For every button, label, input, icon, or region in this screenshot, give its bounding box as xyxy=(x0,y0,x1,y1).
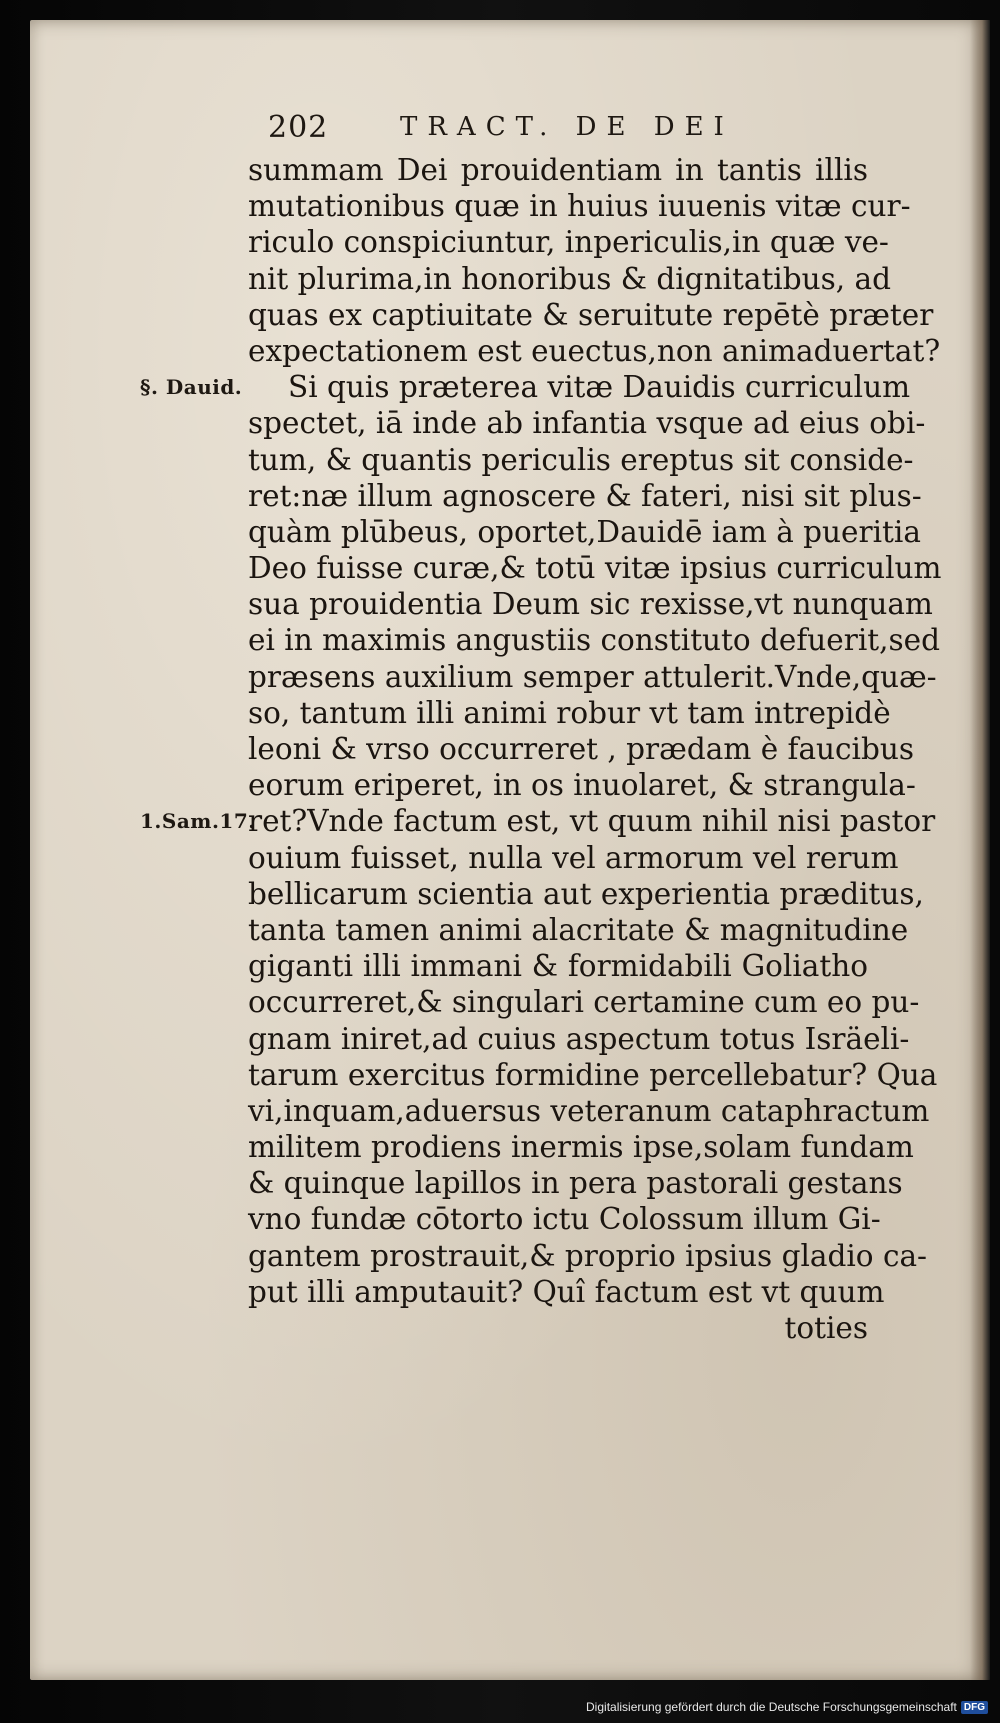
text-line: put illi amputauit? Quî factum est vt quum xyxy=(248,1274,885,1309)
text-line: tarum exercitus formidine percellebatur? Qua xyxy=(248,1057,938,1092)
text-line: tum, & quantis periculis ereptus sit conside- xyxy=(248,442,914,477)
text-line: ei in maximis angustiis constituto defuerit,sed xyxy=(248,623,941,658)
text-line: Deo fuisse curæ,& totū vitæ ipsius curriculum xyxy=(248,551,942,586)
text-line: militem prodiens inermis ipse,solam fundam xyxy=(248,1130,914,1165)
text-line: tanta tamen animi alacritate & magnitudine xyxy=(248,912,909,947)
book-page xyxy=(30,20,990,1680)
text-line: ret:næ illum agnoscere & fateri, nisi sit plus- xyxy=(248,478,922,513)
text-line: vno fundæ cōtorto ictu Colossum illum Gi- xyxy=(248,1202,881,1237)
text-line: expectationem est euectus,non animaduertat? xyxy=(248,333,941,368)
text-line: leoni & vrso occurreret , prædam è faucibus xyxy=(248,732,915,766)
text-line: summam Dei prouidentiam in tantis illis xyxy=(248,153,868,187)
text-line: præsens auxilium semper attulerit.Vnde,quæ- xyxy=(248,659,937,694)
text-line: riculo conspiciuntur, inpericulis,in quæ ve- xyxy=(248,225,889,260)
text-line: quas ex captiuitate & seruitute repētè præter xyxy=(248,297,934,332)
text-line: nit plurima,in honoribus & dignitatibus, ad xyxy=(248,261,891,296)
text-line: so, tantum illi animi robur vt tam intrepidè xyxy=(248,695,891,730)
text-line: vi,inquam,aduersus veteranum cataphractum xyxy=(248,1093,930,1128)
digitization-footer xyxy=(586,1695,988,1719)
text-line: eorum eriperet, in os inuolaret, & strangula- xyxy=(248,768,916,803)
text-line: & quinque lapillos in pera pastorali gestans xyxy=(248,1166,903,1201)
text-line: occurreret,& singulari certamine cum eo pu- xyxy=(248,985,920,1020)
text-line: quàm plūbeus, oportet,Dauidē iam à pueritia xyxy=(248,514,921,549)
text-line: sua prouidentia Deum sic rexisse,vt nunquam xyxy=(248,587,933,622)
page-number: 202 xyxy=(268,110,329,145)
text-line: giganti illi immani & formidabili Goliatho xyxy=(248,949,868,984)
text-line: gnam iniret,ad cuius aspectum totus Isräeli- xyxy=(248,1021,910,1056)
margin-note-dauid: §. Dauid. xyxy=(140,375,243,400)
running-head xyxy=(30,104,990,156)
text-line: spectet, iā inde ab infantia vsque ad eius obi- xyxy=(248,406,926,441)
text-line: mutationibus quæ in huius iuuenis vitæ cur- xyxy=(248,189,911,224)
running-title: TRACT. DE DEI xyxy=(400,112,734,142)
text-line: ouium fuisset, nulla vel armorum vel rerum xyxy=(248,840,899,875)
text-line: 1.Sam.17. ret?Vnde factum est, vt quum nihil nisi pastor xyxy=(140,804,936,839)
text-line: bellicarum scientia aut experientia præditus, xyxy=(248,876,924,911)
catchword: toties xyxy=(784,1311,868,1345)
text-line: §. Dauid. Si quis præterea vitæ Dauidis curriculum xyxy=(140,370,911,405)
text-line: gantem prostrauit,& proprio ipsius gladio ca- xyxy=(248,1238,928,1273)
dfg-logo-icon: DFG xyxy=(961,1701,988,1714)
margin-note-samuel: 1.Sam.17. xyxy=(140,809,256,834)
funding-credit: Digitalisierung gefördert durch die Deutsche Forschungsgemeinschaft xyxy=(586,1700,957,1714)
body-text xyxy=(30,152,990,1346)
